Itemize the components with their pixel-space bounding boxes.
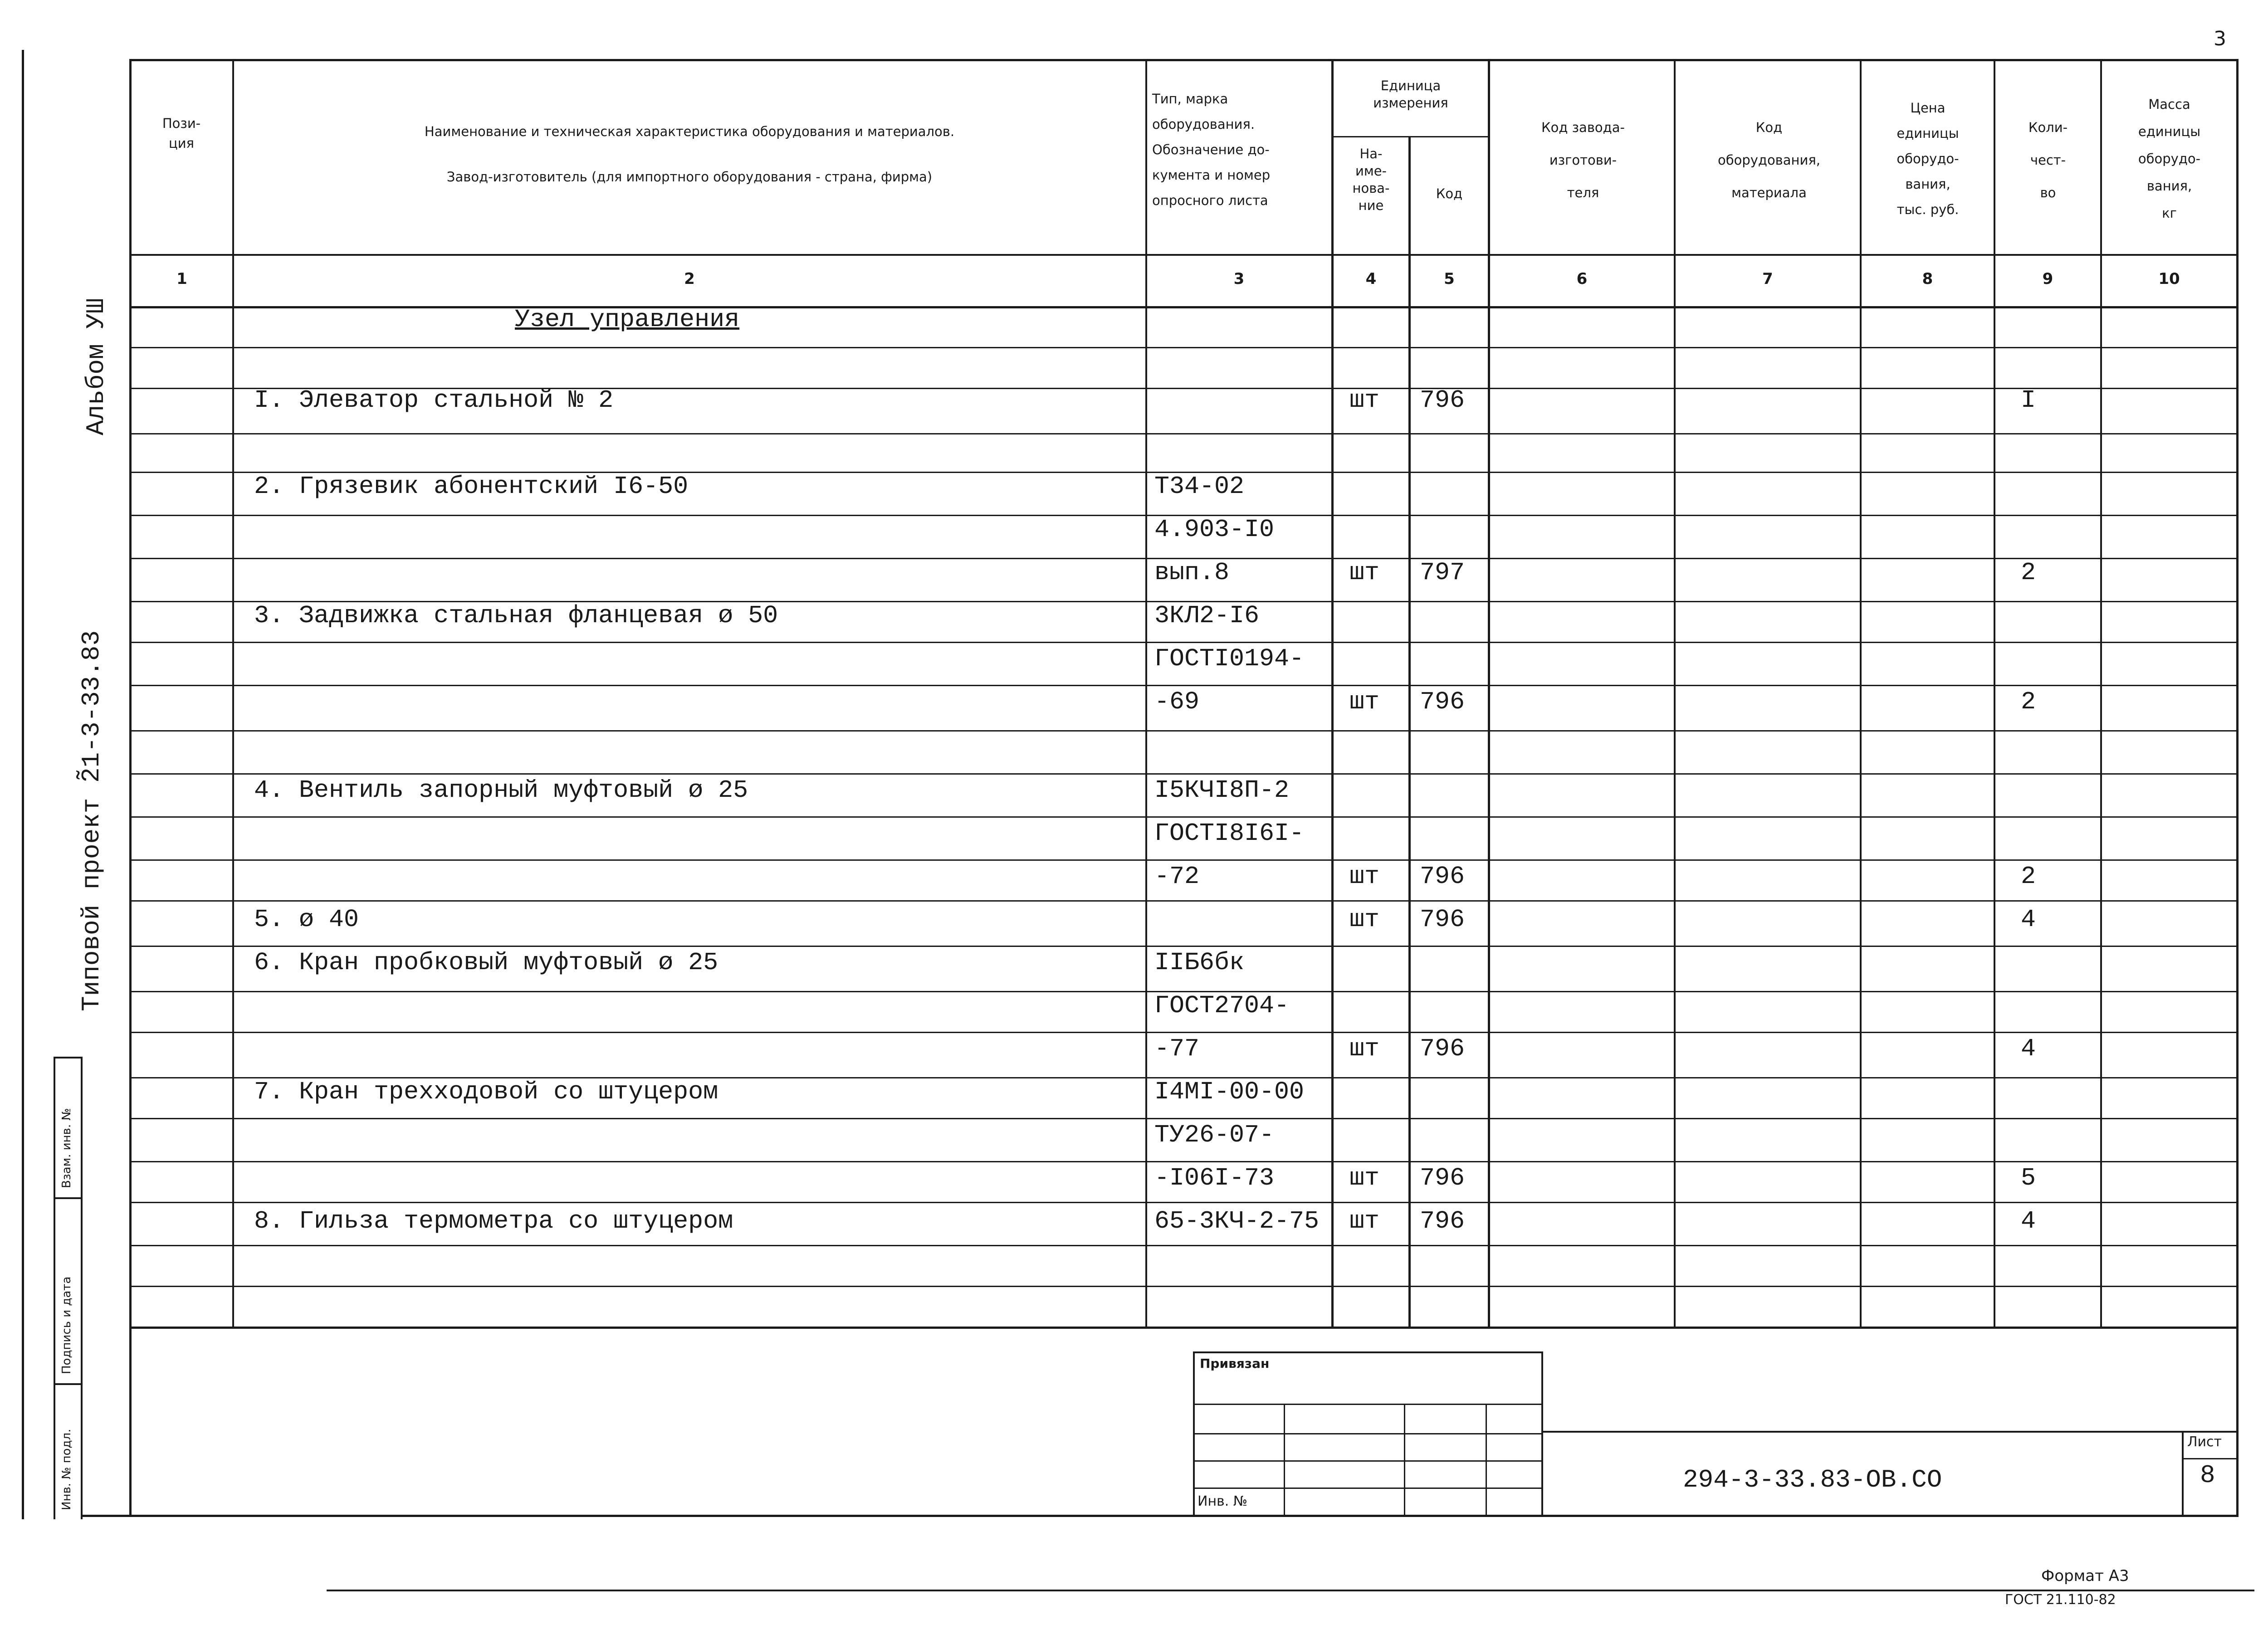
row-unit: шт [1349,558,1380,587]
row-type: 3КЛ2-I6 [1154,601,1260,630]
row-type: -72 [1154,862,1200,891]
row-unit-code: 796 [1420,862,1465,891]
sheet-number: 8 [2200,1461,2215,1490]
stamp-inv-label: Инв. № подл. [60,1429,73,1510]
album-label: Альбом УШ [82,298,111,435]
header-mass: Масса единицы оборудо- вания, кг [2138,97,2201,221]
col-num-9: 9 [2042,270,2053,288]
header-unit-name: На- име- нова- ние [1352,146,1390,213]
inv-no-label: Инв. № [1198,1493,1248,1509]
row-qty: 2 [2021,862,2036,891]
row-unit: шт [1349,862,1380,891]
row-type: ГОСТ2704- [1154,991,1290,1020]
col-num-7: 7 [1762,270,1773,288]
row-unit: шт [1349,905,1380,934]
col-num-10: 10 [2158,270,2180,288]
row-name: 6. Кран пробковый муфтовый ø 25 [254,948,719,977]
row-unit-code: 796 [1420,386,1465,415]
row-type: I4МI-00-00 [1154,1078,1305,1106]
row-name: I. Элеватор стальной № 2 [254,386,614,415]
row-name: 3. Задвижка стальная фланцевая ø 50 [254,601,778,630]
linked-label: Привязан [1200,1356,1270,1371]
row-name: 7. Кран трехходовой со штуцером [254,1078,719,1106]
row-qty: 2 [2021,558,2036,587]
col-num-5: 5 [1444,270,1455,288]
row-unit-code: 796 [1420,905,1465,934]
row-name: 2. Грязевик абонентский I6-50 [254,472,689,501]
sheet-label: Лист [2187,1434,2222,1450]
col-num-4: 4 [1365,270,1377,288]
header-position: Пози- ция [162,116,201,151]
gost-label: ГОСТ 21.110-82 [2005,1592,2116,1608]
stamp-sign-label: Подпись и дата [60,1276,73,1374]
row-type: -69 [1154,688,1200,716]
col-num-1: 1 [176,270,187,288]
col-num-8: 8 [1922,270,1933,288]
header-price: Цена единицы оборудо- вания, тыс. руб. [1897,100,1959,217]
row-type: Т34-02 [1154,472,1245,501]
row-unit: шт [1349,1034,1380,1063]
row-unit: шт [1349,688,1380,716]
row-type: I5КЧI8П-2 [1154,776,1290,805]
row-unit-code: 796 [1420,1034,1465,1063]
row-qty: 4 [2021,1207,2036,1235]
col-num-2: 2 [684,270,695,288]
row-name: 5. ø 40 [254,905,359,934]
row-type: -77 [1154,1034,1200,1063]
header-name: Наименование и техническая характеристика оборудования и материалов. Завод-изготовитель (для импортного оборудования - страна, фирма) [424,124,955,185]
row-qty: 5 [2021,1164,2036,1192]
row-type: -I06I-73 [1154,1164,1275,1192]
stamp-replace-label: Взам. инв. № [60,1108,73,1188]
col-num-3: 3 [1233,270,1245,288]
format-label: Формат А3 [2041,1567,2129,1585]
row-name: 8. Гильза термометра со штуцером [254,1207,733,1235]
project-label: Типовой проект 2̃1-3-33.83 [77,630,106,1011]
row-type: IIБ6бк [1154,948,1245,977]
header-maker-code: Код завода- изготови- теля [1541,120,1625,200]
header-qty: Коли- чест- во [2028,120,2068,200]
header-equip-code: Код оборудования, материала [1717,120,1821,200]
row-type: 65-3КЧ-2-75 [1154,1207,1320,1235]
header-type: Тип, марка оборудования. Обозначение до- кумента и номер опросного листа [1152,91,1271,208]
row-type: ГОСТI0194- [1154,644,1305,673]
header-unit: Единица измерения [1373,78,1448,111]
row-unit-code: 796 [1420,688,1465,716]
row-unit: шт [1349,1164,1380,1192]
row-unit: шт [1349,386,1380,415]
row-type: ГОСТI8I6I- [1154,819,1305,848]
header-unit-code: Код [1436,186,1463,201]
row-unit-code: 797 [1420,558,1465,587]
row-qty: 4 [2021,905,2036,934]
row-type: вып.8 [1154,558,1230,587]
row-name: 4. Вентиль запорный муфтовый ø 25 [254,776,748,805]
row-qty: 2 [2021,688,2036,716]
document-code: 294-3-33.83-ОВ.СО [1683,1465,1942,1494]
col-num-6: 6 [1576,270,1588,288]
row-unit-code: 796 [1420,1207,1465,1235]
section-title: Узел управления [515,305,740,334]
row-unit-code: 796 [1420,1164,1465,1192]
row-type: 4.903-I0 [1154,515,1275,544]
row-unit: шт [1349,1207,1380,1235]
row-type: ТУ26-07- [1154,1121,1275,1149]
row-qty: I [2021,386,2036,415]
top-page-number: 3 [2214,27,2226,50]
row-qty: 4 [2021,1034,2036,1063]
